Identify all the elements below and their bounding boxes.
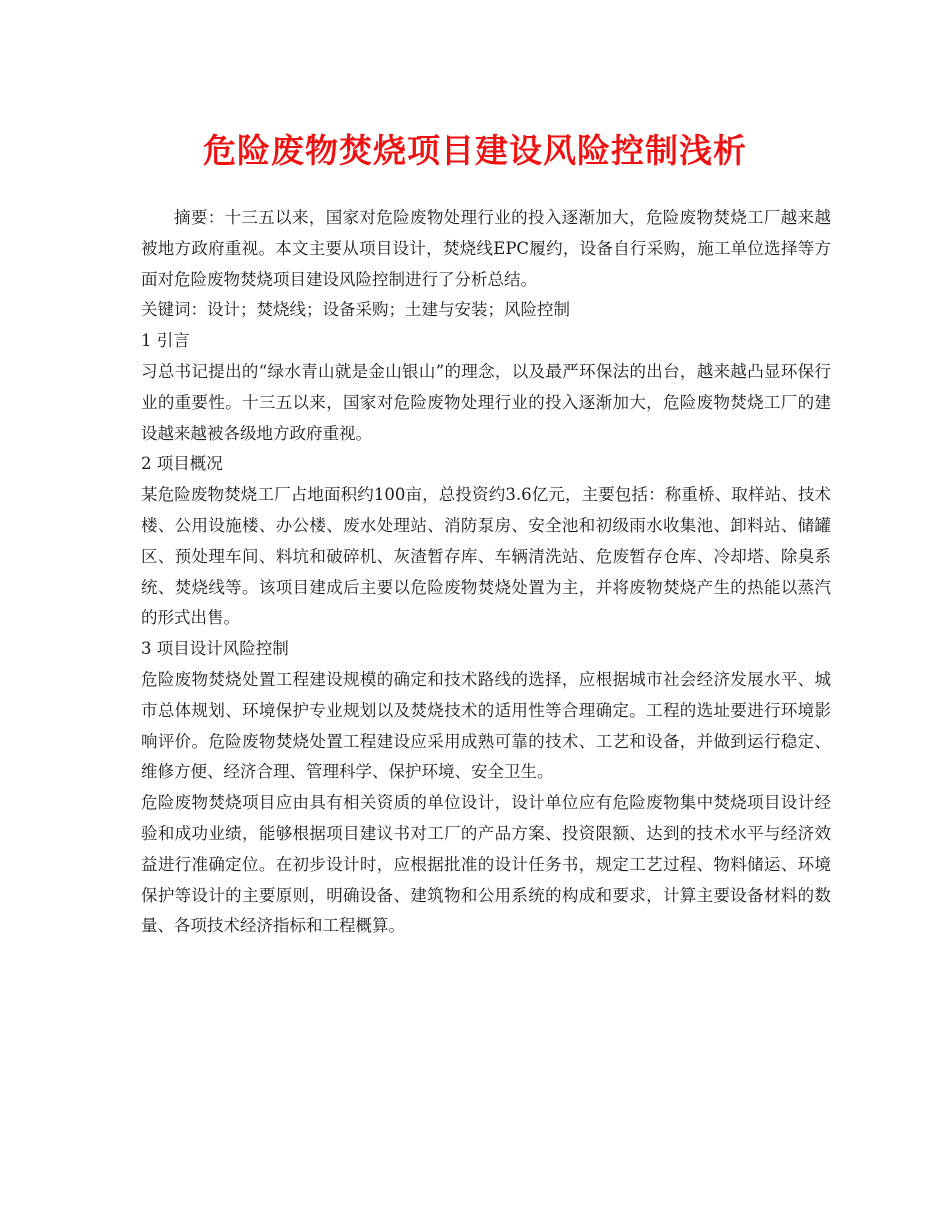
keywords: 关键词：设计；焚烧线；设备采购；土建与安装；风险控制 xyxy=(141,300,570,320)
section-heading-project-overview: 2 项目概况 xyxy=(141,454,223,474)
abstract: 摘要：十三五以来，国家对危险废物处理行业的投入逐渐加大，危险废物焚烧工厂越来越被地方政府重视。本文主要从项目设计，焚烧线EPC履约，设备自行采购，施工单位选择等方面对危险废物焚烧项目建设风险控制进行了分析总结。 xyxy=(141,208,831,289)
section-paragraph: 危险废物焚烧处置工程建设规模的确定和技术路线的选择，应根据城市社会经济发展水平、城市总体规划、环境保护专业规划以及焚烧技术的适用性等合理确定。工程的选址要进行环境影响评价。危险废物焚烧处置工程建设应采用成熟可靠的技术、工艺和设备，并做到运行稳定、维修方便、经济合理、管理科学、保护环境、安全卫生。 xyxy=(141,669,831,782)
section-heading-introduction: 1 引言 xyxy=(141,331,190,351)
document-title: 危险废物焚烧项目建设风险控制浅析 xyxy=(203,131,747,170)
section-paragraph: 某危险废物焚烧工厂占地面积约100亩，总投资约3.6亿元，主要包括：称重桥、取样站、技术楼、公用设施楼、办公楼、废水处理站、消防泵房、安全池和初级雨水收集池、卸料站、储罐区、预处理车间、料坑和破碎机、灰渣暂存库、车辆清洗站、危废暂存仓库、冷却塔、除臭系统、焚烧线等。该项目建成后主要以危险废物焚烧处置为主，并将废物焚烧产生的热能以蒸汽的形式出售。 xyxy=(141,485,831,628)
section-heading-design-risk-control: 3 项目设计风险控制 xyxy=(141,639,289,659)
section-paragraph: 习总书记提出的“绿水青山就是金山银山”的理念，以及最严环保法的出台，越来越凸显环保行业的重要性。十三五以来，国家对危险废物处理行业的投入逐渐加大，危险废物焚烧工厂的建设越来越被各级地方政府重视。 xyxy=(141,361,831,443)
document-body xyxy=(141,203,831,942)
section-paragraph: 危险废物焚烧项目应由具有相关资质的单位设计，设计单位应有危险废物集中焚烧项目设计经验和成功业绩，能够根据项目建议书对工厂的产品方案、投资限额、达到的技术水平与经济效益进行准确定位。在初步设计时，应根据批准的设计任务书，规定工艺过程、物料储运、环境保护等设计的主要原则，明确设备、建筑物和公用系统的构成和要求，计算主要设备材料的数量、各项技术经济指标和工程概算。 xyxy=(141,793,831,936)
